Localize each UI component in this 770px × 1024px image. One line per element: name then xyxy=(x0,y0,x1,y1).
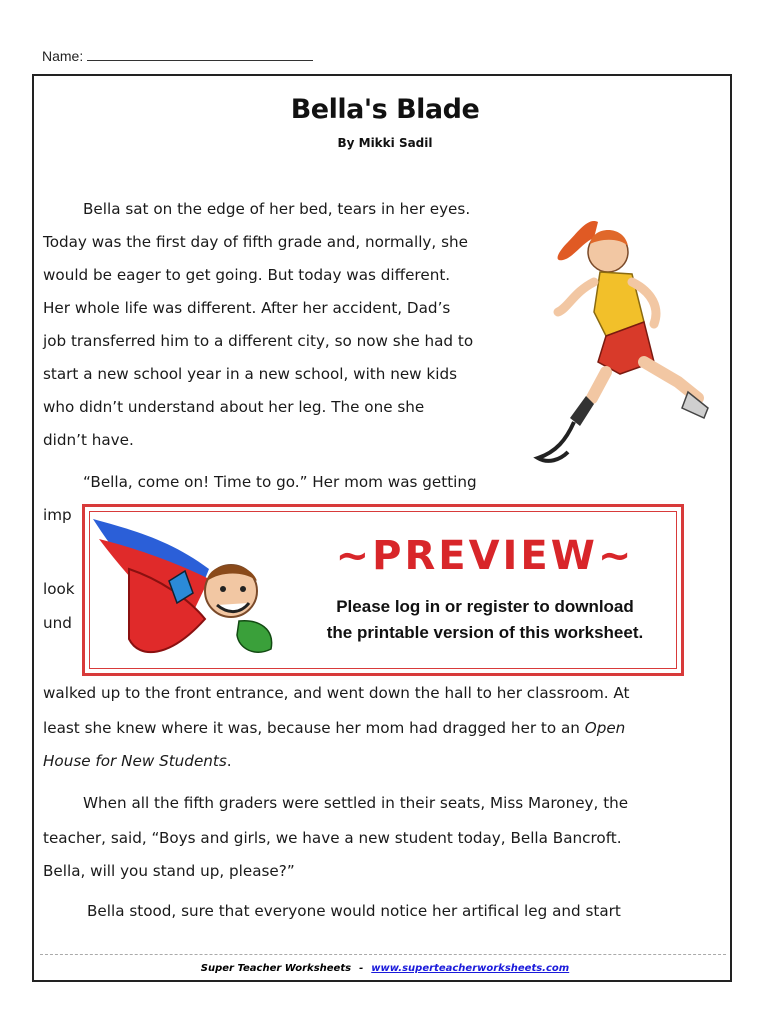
name-label: Name: xyxy=(42,48,84,64)
story-line: would be eager to get going. But today was different. xyxy=(43,266,451,284)
story-line-partial: look xyxy=(43,580,75,598)
name-field-line xyxy=(42,48,313,64)
story-line: Her whole life was different. After her accident, Dad’s xyxy=(43,299,451,317)
story-line-italic-cont: House for New Students xyxy=(43,752,227,770)
footer-separator: - xyxy=(359,963,364,974)
story-line-text: least she knew where it was, because her mom had dragged her to an xyxy=(43,719,585,737)
story-line: teacher, said, “Boys and girls, we have a new student today, Bella Bancroft. xyxy=(43,829,622,847)
story-line xyxy=(43,752,232,770)
footer-url-link[interactable]: www.superteacherworksheets.com xyxy=(371,963,570,974)
story-line: who didn’t understand about her leg. The one she xyxy=(43,398,425,416)
story-line: Bella, will you stand up, please?” xyxy=(43,862,295,880)
story-line: When all the fifth graders were settled in their seats, Miss Maroney, the xyxy=(83,794,629,812)
story-line: didn’t have. xyxy=(43,431,134,449)
preview-login-line[interactable]: Please log in or register to download xyxy=(336,597,634,616)
preview-title: ~PREVIEW~ xyxy=(335,533,635,579)
story-line xyxy=(43,719,625,737)
flying-superhero-illustration xyxy=(89,509,289,669)
story-line: job transferred him to a different city, so now she had to xyxy=(43,332,474,350)
story-line-italic: Open xyxy=(584,719,626,737)
running-girl-illustration xyxy=(528,212,714,474)
story-line-partial: und xyxy=(43,614,72,632)
story-line: walked up to the front entrance, and went down the hall to her classroom. At xyxy=(43,684,630,702)
footer-divider xyxy=(40,954,726,955)
story-line: Bella stood, sure that everyone would notice her artifical leg and start xyxy=(87,902,621,920)
name-blank-rule xyxy=(87,48,313,61)
story-line-period: . xyxy=(226,752,232,770)
story-author: By Mikki Sadil xyxy=(337,136,433,150)
story-line: start a new school year in a new school, with new kids xyxy=(43,365,457,383)
footer xyxy=(0,963,770,974)
preview-download-line[interactable]: the printable version of this worksheet. xyxy=(326,623,644,642)
story-line: “Bella, come on! Time to go.” Her mom was getting xyxy=(83,473,477,491)
story-line-partial: imp xyxy=(43,506,72,524)
story-title: Bella's Blade xyxy=(290,94,480,125)
story-line: Today was the first day of fifth grade and, normally, she xyxy=(43,233,468,251)
preview-banner[interactable] xyxy=(82,504,684,676)
story-line: Bella sat on the edge of her bed, tears in her eyes. xyxy=(83,200,471,218)
footer-brand: Super Teacher Worksheets xyxy=(200,963,352,974)
